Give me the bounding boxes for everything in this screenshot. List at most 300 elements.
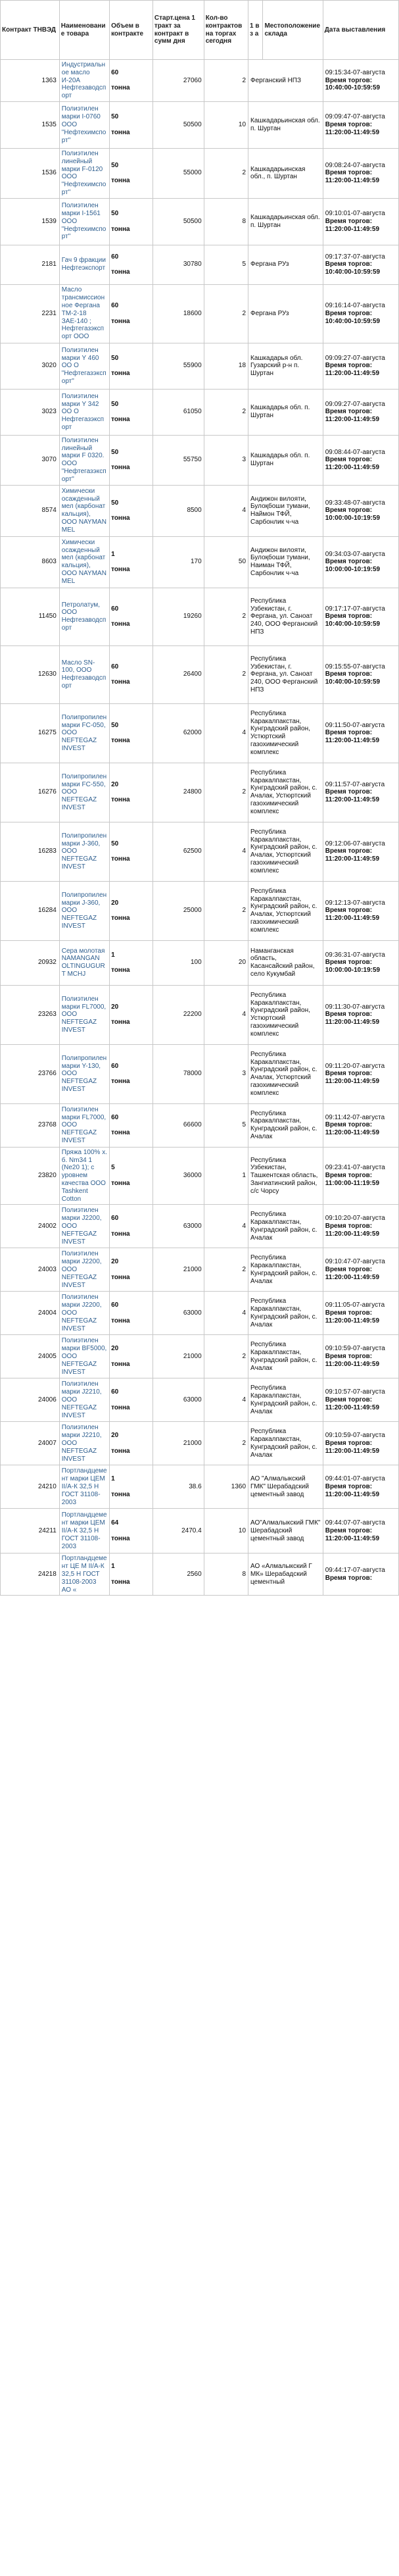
listing-timestamp: 09:33:48-07-августа [325, 499, 385, 507]
trading-time: Время торгов: 10:40:00-10:59:59 [325, 309, 381, 325]
listing-date [323, 1465, 398, 1509]
contracts-count: 3 [204, 435, 248, 485]
product-name-link[interactable]: Полиэтилен марки BF5000, ООО NEFTEGAZ INVEST [59, 1335, 109, 1378]
listing-timestamp: 09:15:34-07-августа [325, 68, 385, 76]
start-price: 26400 [153, 645, 204, 703]
listing-date [323, 588, 398, 645]
unit-value: тонна [111, 1578, 130, 1586]
unit-value: тонна [111, 1317, 130, 1325]
trading-time: Время торгов: 11:20:00-11:49:59 [325, 217, 380, 233]
product-name-link[interactable]: Петролатум, ООО Нефтезаводспорт [59, 588, 109, 645]
listing-timestamp: 09:15:55-07-августа [325, 663, 385, 670]
table-row[interactable] [1, 343, 399, 389]
volume-cell [110, 1044, 153, 1103]
listing-date [323, 1509, 398, 1553]
trading-time: Время торгов: 11:20:00-11:49:59 [325, 1527, 380, 1542]
start-price: 19260 [153, 588, 204, 645]
listing-date [323, 763, 398, 822]
listing-timestamp: 09:10:59-07-августа [325, 1345, 385, 1353]
volume-cell [110, 1553, 153, 1596]
warehouse-location: Республика Каракалпакстан, Кунградский район, с. Ачалак [248, 1248, 323, 1292]
product-name-link[interactable]: Химически осажденный мел (карбонат кальция), ООО NAYMAN MEL [59, 485, 109, 536]
volume-cell [110, 245, 153, 284]
volume-value: 20 [111, 1258, 119, 1266]
volume-value: 1 [111, 1475, 115, 1483]
start-price: 170 [153, 536, 204, 588]
warehouse-location: АО "Алмалыкский ГМК" Шерабадский цементный завод [248, 1465, 323, 1509]
contract-number: 23820 [1, 1147, 60, 1205]
contract-number: 24210 [1, 1465, 60, 1509]
listing-timestamp: 09:10:47-07-августа [325, 1258, 385, 1266]
unit-value: тонна [111, 566, 130, 574]
product-name-link[interactable]: Полипропилен марки FC-550, ООО NEFTEGAZ INVEST [59, 763, 109, 822]
volume-value: 60 [111, 1062, 119, 1070]
listing-timestamp: 09:12:13-07-августа [325, 899, 385, 907]
unit-value: тонна [111, 1490, 130, 1498]
table-row[interactable] [1, 148, 399, 198]
volume-cell [110, 198, 153, 245]
warehouse-location: Республика Каракалпакстан, Кунградский район, с. Ачалак [248, 1103, 323, 1147]
volume-value: 60 [111, 1113, 119, 1121]
contract-number: 24007 [1, 1422, 60, 1465]
start-price: 50500 [153, 198, 204, 245]
warehouse-location: Республика Каракалпакстан, Кунградский район, с. Ачалак [248, 1292, 323, 1335]
table-row[interactable] [1, 1044, 399, 1103]
listing-date [323, 1335, 398, 1378]
volume-cell [110, 1509, 153, 1553]
volume-cell [110, 1292, 153, 1335]
product-name-link[interactable]: Полиэтилен марки I-1561 ООО "Нефтехимспорт" [59, 198, 109, 245]
unit-value: тонна [111, 1360, 130, 1368]
contract-number: 8603 [1, 536, 60, 588]
header-location[interactable]: Местоположение склада [263, 1, 323, 60]
contract-number: 23768 [1, 1103, 60, 1147]
start-price: 21000 [153, 1335, 204, 1378]
unit-value: тонна [111, 737, 130, 745]
listing-timestamp: 09:08:24-07-августа [325, 161, 385, 169]
table-row[interactable] [1, 1205, 399, 1248]
unit-value: тонна [111, 678, 130, 686]
listing-timestamp: 09:23:41-07-августа [325, 1164, 385, 1172]
listing-timestamp: 09:36:31-07-августа [325, 951, 385, 959]
contracts-count: 20 [204, 940, 248, 985]
table-row[interactable] [1, 1509, 399, 1553]
unit-value: тонна [111, 796, 130, 804]
product-name-link[interactable]: Полиэтилен марки J2200, ООО NEFTEGAZ INVEST [59, 1292, 109, 1335]
unit-value: тонна [111, 1078, 130, 1086]
warehouse-location: Фергана РУз [248, 284, 323, 343]
start-price: 61050 [153, 389, 204, 435]
contracts-count: 4 [204, 1378, 248, 1422]
table-row[interactable] [1, 435, 399, 485]
contract-number: 24005 [1, 1335, 60, 1378]
contract-number: 1535 [1, 101, 60, 148]
volume-value: 20 [111, 1432, 119, 1440]
listing-date [323, 389, 398, 435]
header-date[interactable]: Дата выставления [323, 1, 398, 60]
volume-value: 1 [111, 951, 115, 959]
listing-timestamp: 09:08:44-07-августа [325, 448, 385, 456]
trading-time: Время торгов: 11:20:00-11:49:59 [325, 1439, 380, 1455]
unit-value: тонна [111, 915, 130, 922]
table-row[interactable] [1, 389, 399, 435]
listing-timestamp: 09:11:30-07-августа [325, 1003, 385, 1011]
volume-value: 60 [111, 1215, 119, 1223]
contract-number: 24218 [1, 1553, 60, 1596]
warehouse-location: Кашкадарьинская обл. п. Шуртан [248, 198, 323, 245]
trading-time: Время торгов: 11:20:00-11:49:59 [325, 1309, 380, 1325]
table-row[interactable] [1, 1147, 399, 1205]
product-name-link[interactable]: Полиэтилен линейный марки F 0320. ООО "Нефтегазэкспорт" [59, 435, 109, 485]
trading-time: Время торгов: 10:40:00-10:59:59 [325, 613, 381, 628]
table-row[interactable] [1, 1465, 399, 1509]
contracts-count: 1360 [204, 1465, 248, 1509]
warehouse-location: Республика Каракалпакстан, Кунградский район, с. Ачалак, Устюртский газохимический комплекс [248, 822, 323, 881]
start-price: 55000 [153, 148, 204, 198]
table-row[interactable] [1, 1422, 399, 1465]
product-name-link[interactable]: Полиэтилен марки Y 460 ОО О "Нефтегазэкспорт" [59, 343, 109, 389]
contract-number: 24211 [1, 1509, 60, 1553]
volume-value: 50 [111, 840, 119, 847]
listing-timestamp: 09:11:57-07-августа [325, 780, 385, 788]
listing-date [323, 1248, 398, 1292]
listing-timestamp: 09:17:37-07-августа [325, 253, 385, 261]
warehouse-location: Республика Каракалпакстан, Кунградский район, Устюртский газохимический комплекс [248, 985, 323, 1044]
listing-timestamp: 09:09:47-07-августа [325, 113, 385, 121]
contracts-count: 4 [204, 985, 248, 1044]
start-price: 63000 [153, 1205, 204, 1248]
warehouse-location: Кашкадарья обл. Гузарский р-н п. Шуртан [248, 343, 323, 389]
table-row[interactable] [1, 1335, 399, 1378]
product-name-link[interactable]: Пряжа 100% х. б. Nm34 1 (Ne20 1); с уровнем качества ООО Tashkent Cotton [59, 1147, 109, 1205]
contracts-count: 2 [204, 763, 248, 822]
product-name-link[interactable]: Портландцемент марки ЦЕМ II/А-К 32,5 Н ГОСТ 31108-2003 [59, 1509, 109, 1553]
volume-value: 50 [111, 721, 119, 729]
warehouse-location: Кашкадарья обл. п. Шуртан [248, 389, 323, 435]
listing-date [323, 485, 398, 536]
contract-number: 24004 [1, 1292, 60, 1335]
product-name-link[interactable]: Полипропилен марки J-360, ООО NEFTEGAZ INVEST [59, 881, 109, 940]
trading-time: Время торгов: 11:20:00-11:49:59 [325, 1222, 380, 1238]
trading-time: Время торгов: 11:20:00-11:49:59 [325, 1011, 380, 1026]
product-name-link[interactable]: Полиэтилен линейный марки F-0120 ООО "Нефтехимспорт" [59, 148, 109, 198]
product-name-link[interactable]: Полиэтилен марки I-0760 ООО "Нефтехимспорт" [59, 101, 109, 148]
volume-cell [110, 536, 153, 588]
listing-date [323, 1378, 398, 1422]
contracts-count: 4 [204, 1205, 248, 1248]
table-row[interactable] [1, 245, 399, 284]
warehouse-location: Республика Каракалпакстан, Кунградский район, с. Ачалак [248, 1205, 323, 1248]
contracts-count: 2 [204, 1248, 248, 1292]
listing-date [323, 703, 398, 763]
product-name-link[interactable]: Полиэтилен марки Y 342 ОО О Нефтегазэкспорт [59, 389, 109, 435]
table-row[interactable] [1, 485, 399, 536]
product-name-link[interactable]: Полиэтилен марки J2210, ООО NEFTEGAZ INVEST [59, 1422, 109, 1465]
warehouse-location: Андижон вилояти, Булоқбоши тумани, Наиман ТФЙ, Сарбонлик ч-ча [248, 536, 323, 588]
volume-value: 5 [111, 1164, 115, 1172]
trading-time: Время торгов: 10:00:00-10:19:59 [325, 507, 381, 522]
table-row[interactable] [1, 198, 399, 245]
contract-number: 16275 [1, 703, 60, 763]
listing-timestamp: 09:11:20-07-августа [325, 1062, 385, 1070]
table-row[interactable] [1, 703, 399, 763]
product-name-link[interactable]: Портландцемент марки ЦЕМ II/А-К 32,5 Н ГОСТ 31108-2003 [59, 1465, 109, 1509]
volume-value: 60 [111, 1301, 119, 1309]
table-end-spacer [0, 1596, 399, 1604]
warehouse-location: Республика Каракалпакстан, Кунградский район, с. Ачалак, Устюртский газохимический комплекс [248, 881, 323, 940]
listing-date [323, 284, 398, 343]
contract-number: 3023 [1, 389, 60, 435]
unit-value: тонна [111, 1273, 130, 1281]
trading-time: Время торгов: 10:40:00-10:59:59 [325, 76, 381, 92]
header-price[interactable]: Старт.цена 1 тракт за контракт в сумм дня [153, 1, 204, 60]
volume-value: 60 [111, 302, 119, 310]
contract-number: 12630 [1, 645, 60, 703]
contract-number: 16276 [1, 763, 60, 822]
start-price: 38.6 [153, 1465, 204, 1509]
table-row[interactable] [1, 101, 399, 148]
warehouse-location: Республика Узбекистан, г. Фергана, ул. Саноат 240, ООО Ферганский НПЗ [248, 588, 323, 645]
unit-value: тонна [111, 1179, 130, 1187]
trading-time: Время торгов: 11:20:00-11:49:59 [325, 847, 380, 863]
table-row[interactable] [1, 645, 399, 703]
listing-date [323, 101, 398, 148]
warehouse-location: Наманганская область, Касансайский район, село Кукумбай [248, 940, 323, 985]
trading-time: Время торгов: 11:20:00-11:49:59 [325, 729, 380, 745]
product-name-link[interactable]: Полипропилен марки FC-050, ООО NEFTEGAZ INVEST [59, 703, 109, 763]
contract-number: 1536 [1, 148, 60, 198]
volume-value: 60 [111, 68, 119, 76]
listing-date [323, 1147, 398, 1205]
volume-cell [110, 822, 153, 881]
contracts-count: 2 [204, 881, 248, 940]
listing-timestamp: 09:12:06-07-августа [325, 840, 385, 847]
contracts-count: 50 [204, 536, 248, 588]
trading-time: Время торгов: 11:00:00-11:19:59 [325, 1172, 380, 1187]
trading-time: Время торгов: 11:20:00-11:49:59 [325, 408, 380, 424]
product-name-link[interactable]: Полиэтилен марки J2200, ООО NEFTEGAZ INVEST [59, 1205, 109, 1248]
listing-date [323, 1292, 398, 1335]
listing-timestamp: 09:10:59-07-августа [325, 1432, 385, 1440]
volume-value: 50 [111, 448, 119, 456]
warehouse-location: Республика Каракалпакстан, Кунградский район, Устюртский газохимический комплекс [248, 703, 323, 763]
volume-cell [110, 1103, 153, 1147]
listing-timestamp: 09:17:17-07-августа [325, 605, 385, 613]
listing-date [323, 985, 398, 1044]
table-row[interactable] [1, 985, 399, 1044]
table-row[interactable] [1, 1378, 399, 1422]
contract-number: 2181 [1, 245, 60, 284]
warehouse-location: Республика Каракалпакстан, Кунградский район, с. Ачалак [248, 1378, 323, 1422]
start-price: 25000 [153, 881, 204, 940]
listing-date [323, 881, 398, 940]
product-name-link[interactable]: Масло SN-100, ООО Нефтезаводспорт [59, 645, 109, 703]
listing-date [323, 198, 398, 245]
warehouse-location: Фергана РУз [248, 245, 323, 284]
volume-cell [110, 1205, 153, 1248]
listing-date [323, 1103, 398, 1147]
unit-value: тонна [111, 84, 130, 92]
warehouse-location: Кашкадарьинская обл., п. Шуртан [248, 148, 323, 198]
volume-value: 1 [111, 1563, 115, 1571]
start-price: 27060 [153, 60, 204, 102]
listing-date [323, 645, 398, 703]
unit-value: тонна [111, 268, 130, 276]
contracts-count: 4 [204, 1292, 248, 1335]
volume-value: 64 [111, 1519, 119, 1527]
start-price: 21000 [153, 1422, 204, 1465]
contracts-count: 2 [204, 389, 248, 435]
start-price: 63000 [153, 1378, 204, 1422]
volume-value: 50 [111, 210, 119, 218]
volume-cell [110, 763, 153, 822]
listing-date [323, 536, 398, 588]
volume-cell [110, 485, 153, 536]
product-name-link[interactable]: Полипропилен марки J-360, ООО NEFTEGAZ INVEST [59, 822, 109, 881]
product-name-link[interactable]: Полиэтилен марки FL7000, ООО NEFTEGAZ INVEST [59, 985, 109, 1044]
contract-number: 23263 [1, 985, 60, 1044]
contracts-count: 1 [204, 1147, 248, 1205]
product-name-link[interactable]: Полипропилен марки Y-130, ООО NEFTEGAZ INVEST [59, 1044, 109, 1103]
trading-time: Время торгов: 11:20:00-11:49:59 [325, 169, 380, 185]
trading-time: Время торгов: 11:20:00-11:49:59 [325, 1070, 380, 1086]
start-price: 63000 [153, 1292, 204, 1335]
contracts-count: 4 [204, 703, 248, 763]
start-price: 55900 [153, 343, 204, 389]
volume-value: 20 [111, 780, 119, 788]
contract-number: 23766 [1, 1044, 60, 1103]
contract-number: 24002 [1, 1205, 60, 1248]
warehouse-location: Кашкадарьинская обл. п. Шуртан [248, 101, 323, 148]
listing-date [323, 60, 398, 102]
volume-value: 20 [111, 1345, 119, 1353]
trading-time: Время торгов: 11:20:00-11:49:59 [325, 456, 380, 472]
start-price: 2470.4 [153, 1509, 204, 1553]
product-name-link[interactable]: Полиэтилен марки FL7000, ООО NEFTEGAZ INVEST [59, 1103, 109, 1147]
volume-value: 60 [111, 663, 119, 670]
contract-number: 11450 [1, 588, 60, 645]
product-name-link[interactable]: Сера молотая NAMANGAN OLTINGUGURT MCHJ [59, 940, 109, 985]
table-row[interactable] [1, 284, 399, 343]
listing-date [323, 1205, 398, 1248]
table-row[interactable] [1, 1103, 399, 1147]
start-price: 36000 [153, 1147, 204, 1205]
contracts-count: 5 [204, 245, 248, 284]
product-name-link[interactable]: Масло трансмиссионное Фергана ТМ-2-18 ЗАЕ-140 ; Нефтегазэкспорт ООО [59, 284, 109, 343]
unit-value: тонна [111, 464, 130, 472]
listing-timestamp: 09:11:05-07-августа [325, 1301, 385, 1309]
listing-timestamp: 09:44:01-07-августа [325, 1475, 385, 1483]
warehouse-location: Республика Каракалпакстан, Кунградский район, с. Ачалак, Устюртский газохимический комплекс [248, 1044, 323, 1103]
table-row[interactable] [1, 1292, 399, 1335]
table-row[interactable] [1, 881, 399, 940]
table-row[interactable] [1, 588, 399, 645]
trading-time: Время торгов: 11:20:00-11:49:59 [325, 1482, 380, 1498]
contract-number: 16284 [1, 881, 60, 940]
table-row[interactable] [1, 536, 399, 588]
start-price: 18600 [153, 284, 204, 343]
trading-time: Время торгов: [325, 1574, 373, 1582]
contract-number: 3020 [1, 343, 60, 389]
volume-cell [110, 881, 153, 940]
unit-value: тонна [111, 1019, 130, 1026]
product-name-link[interactable]: Портландцемент ЦЕ М II/А-К 32,5 Н ГОСТ 31108-2003 АО « [59, 1553, 109, 1596]
table-row[interactable] [1, 60, 399, 102]
product-name-link[interactable]: Полиэтилен марки J2210, ООО NEFTEGAZ INVEST [59, 1378, 109, 1422]
contracts-count: 10 [204, 101, 248, 148]
contract-number: 20932 [1, 940, 60, 985]
product-name-link[interactable]: Химически осажденный мел (карбонат кальция), ООО NAYMAN MEL [59, 536, 109, 588]
table-row[interactable] [1, 940, 399, 985]
unit-value: тонна [111, 1403, 130, 1411]
header-volume[interactable]: Объем в контракте [110, 1, 153, 60]
listing-timestamp: 09:10:20-07-августа [325, 1215, 385, 1223]
contracts-count: 4 [204, 485, 248, 536]
listing-timestamp: 09:44:17-07-августа [325, 1567, 385, 1575]
volume-cell [110, 645, 153, 703]
trading-time: Время торгов: 11:20:00-11:49:59 [325, 362, 380, 378]
unit-value: тонна [111, 317, 130, 325]
unit-value: тонна [111, 1129, 130, 1137]
unit-value: тонна [111, 1230, 130, 1238]
volume-cell [110, 1335, 153, 1378]
volume-value: 60 [111, 1388, 119, 1396]
listing-timestamp: 09:09:27-07-августа [325, 400, 385, 408]
trading-time: Время торгов: 10:00:00-10:19:59 [325, 959, 381, 974]
product-name-link[interactable]: Индустриальное масло И-20А Нефтезаводспорт [59, 60, 109, 102]
header-unit[interactable]: 1 в з а [248, 1, 263, 60]
volume-cell [110, 1147, 153, 1205]
unit-value: тонна [111, 1447, 130, 1455]
table-row[interactable] [1, 1553, 399, 1596]
trading-time: Время торгов: 11:20:00-11:49:59 [325, 788, 380, 804]
listing-date [323, 822, 398, 881]
volume-cell [110, 343, 153, 389]
header-contract[interactable] [1, 1, 60, 60]
volume-cell [110, 588, 153, 645]
table-row[interactable] [1, 763, 399, 822]
table-header-row [1, 1, 399, 60]
contracts-count: 8 [204, 198, 248, 245]
contracts-count: 2 [204, 148, 248, 198]
start-price: 55750 [153, 435, 204, 485]
product-name-link[interactable]: Гач 9 фракции Нефтеэкспорт [59, 245, 109, 284]
header-name[interactable]: Наименование товара [59, 1, 109, 60]
table-row[interactable] [1, 822, 399, 881]
volume-cell [110, 940, 153, 985]
listing-date [323, 435, 398, 485]
start-price: 30780 [153, 245, 204, 284]
trading-time: Время торгов: 10:00:00-10:19:59 [325, 558, 381, 574]
unit-value: тонна [111, 177, 130, 185]
listing-timestamp: 09:10:01-07-августа [325, 210, 385, 218]
unit-value: тонна [111, 620, 130, 628]
volume-cell [110, 389, 153, 435]
listing-date [323, 1044, 398, 1103]
product-name-link[interactable]: Полиэтилен марки J2200, ООО NEFTEGAZ INVEST [59, 1248, 109, 1292]
start-price: 62000 [153, 703, 204, 763]
unit-value: тонна [111, 967, 130, 974]
warehouse-location: Ферганский НПЗ [248, 60, 323, 102]
listing-date [323, 940, 398, 985]
header-count[interactable]: Кол-во контрактов на торгах сегодня [204, 1, 248, 60]
volume-value: 60 [111, 605, 119, 613]
volume-cell [110, 1465, 153, 1509]
trading-time: Время торгов: 10:40:00-10:59:59 [325, 670, 381, 686]
contracts-count: 2 [204, 1422, 248, 1465]
trading-time: Время торгов: 11:20:00-11:49:59 [325, 1396, 380, 1411]
table-row[interactable] [1, 1248, 399, 1292]
